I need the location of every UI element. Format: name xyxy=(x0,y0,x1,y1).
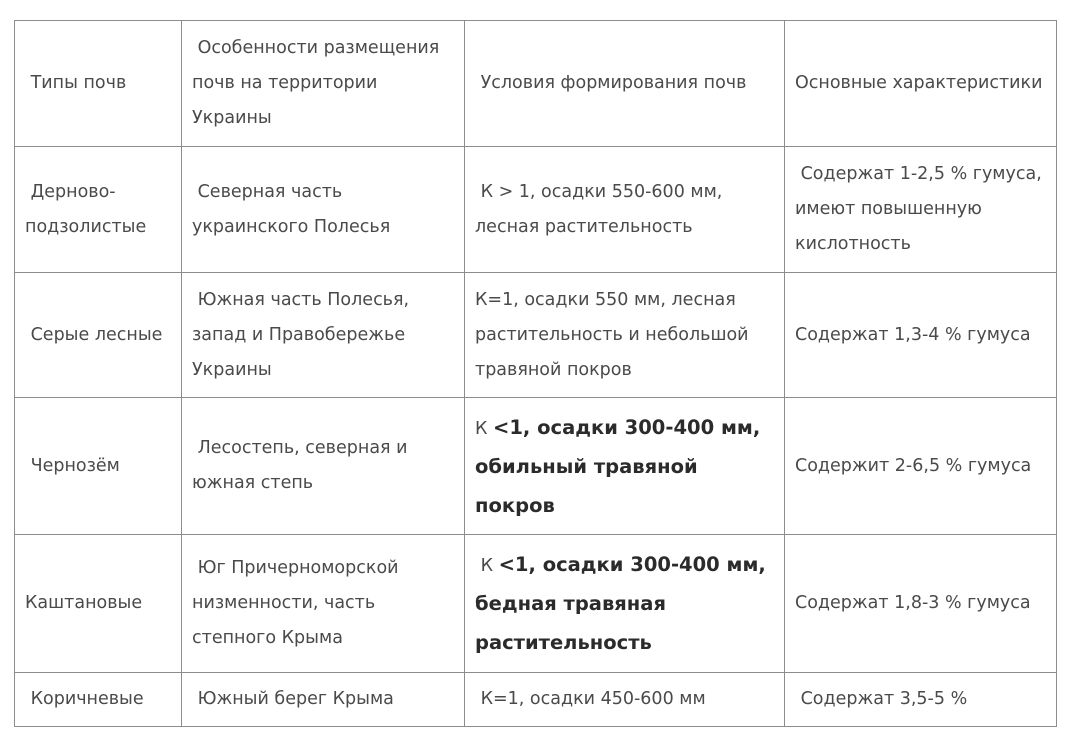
cell-characteristics xyxy=(785,273,1057,398)
cell-soil-type xyxy=(15,147,182,273)
cell-location xyxy=(182,273,465,398)
cell-soil-type xyxy=(15,398,182,535)
cell-location xyxy=(182,673,465,727)
cell-conditions xyxy=(465,673,785,727)
cell-conditions xyxy=(465,147,785,273)
header-cell-location xyxy=(182,21,465,147)
conditions-text: К=1, осадки 550 мм, лесная растительность и небольшой травяной покров xyxy=(475,289,749,380)
cell-soil-type xyxy=(15,273,182,398)
cell-soil-type xyxy=(15,673,182,727)
cell-conditions xyxy=(465,398,785,535)
conditions-prefix: К xyxy=(480,556,494,576)
conditions-bold-text: <1, осадки 300-400 мм, обильный травяной покров xyxy=(475,415,761,517)
table-row xyxy=(15,273,1057,398)
soil-type-label: Серые лесные xyxy=(30,324,163,345)
cell-soil-type xyxy=(15,535,182,673)
header-cell-conditions xyxy=(465,21,785,147)
characteristics-text: Содержит 2-6,5 % гумуса xyxy=(795,455,1032,476)
characteristics-text: Содержат 1,3-4 % гумуса xyxy=(795,324,1031,345)
characteristics-text: Содержат 1,8-3 % гумуса xyxy=(795,593,1031,613)
location-text: Северная часть украинского Полесья xyxy=(192,181,391,237)
cell-characteristics xyxy=(785,147,1057,273)
table-row xyxy=(15,673,1057,727)
table-row xyxy=(15,147,1057,273)
cell-characteristics xyxy=(785,398,1057,535)
conditions-text: К > 1, осадки 550-600 мм, лесная растительность xyxy=(475,181,723,237)
characteristics-text: Содержат 3,5-5 % xyxy=(800,689,968,709)
soil-type-label: Дерново-подзолистые xyxy=(25,181,147,237)
location-text: Южная часть Полесья, запад и Правобережье Украины xyxy=(192,289,410,380)
table-header-row xyxy=(15,21,1057,147)
conditions-text: К=1, осадки 450-600 мм xyxy=(480,689,706,709)
characteristics-text: Содержат 1-2,5 % гумуса, имеют повышенную кислотность xyxy=(795,164,1042,254)
soil-types-table xyxy=(14,20,1057,727)
header-cell-soil-types xyxy=(15,21,182,147)
soil-type-label: Коричневые xyxy=(30,689,144,709)
header-conditions: Условия формирования почв xyxy=(480,73,747,93)
cell-location xyxy=(182,147,465,273)
cell-conditions xyxy=(465,535,785,673)
header-soil-types: Типы почв xyxy=(30,73,127,93)
location-text: Лесостепь, северная и южная степь xyxy=(192,438,408,493)
header-cell-characteristics xyxy=(785,21,1057,147)
location-text: Юг Причерноморской низменности, часть степного Крыма xyxy=(192,558,399,648)
header-location: Особенности размещения почв на территории Украины xyxy=(192,38,440,128)
header-characteristics: Основные характеристики xyxy=(795,73,1043,93)
cell-location xyxy=(182,398,465,535)
table-row xyxy=(15,398,1057,535)
soil-type-label: Каштановые xyxy=(25,593,143,613)
cell-conditions xyxy=(465,273,785,398)
table-row xyxy=(15,535,1057,673)
conditions-prefix: К xyxy=(475,418,488,439)
cell-characteristics xyxy=(785,673,1057,727)
cell-characteristics xyxy=(785,535,1057,673)
soil-type-label: Чернозём xyxy=(30,455,120,476)
conditions-bold-text: <1, осадки 300-400 мм, бедная травяная растительность xyxy=(475,553,766,654)
cell-location xyxy=(182,535,465,673)
location-text: Южный берег Крыма xyxy=(197,689,394,709)
